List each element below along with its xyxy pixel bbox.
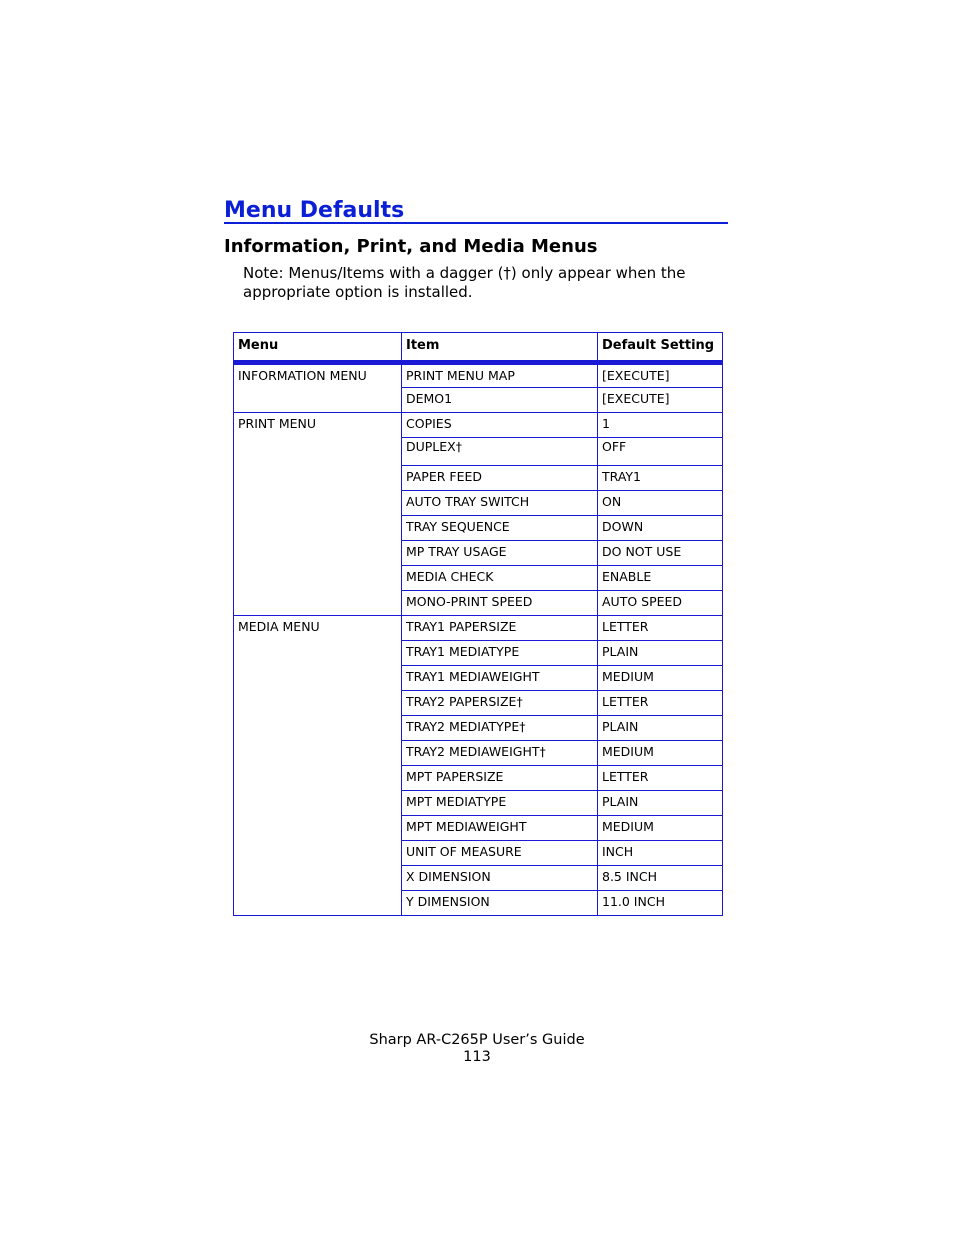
item-cell: TRAY1 MEDIATYPE [402,641,598,666]
default-setting-cell: MEDIUM [598,816,723,841]
default-setting-cell: PLAIN [598,641,723,666]
menu-cell: MEDIA MENU [234,616,402,916]
item-cell: MP TRAY USAGE [402,541,598,566]
item-cell: MPT MEDIATYPE [402,791,598,816]
item-cell: DUPLEX† [402,438,598,466]
menu-cell: PRINT MENU [234,413,402,616]
item-cell: MEDIA CHECK [402,566,598,591]
item-cell: TRAY SEQUENCE [402,516,598,541]
default-setting-cell: INCH [598,841,723,866]
item-cell: TRAY1 PAPERSIZE [402,616,598,641]
default-setting-cell: DO NOT USE [598,541,723,566]
item-cell: PRINT MENU MAP [402,363,598,388]
page-title: Menu Defaults [224,196,728,224]
table-header-row [234,333,723,363]
menu-defaults-table [233,332,723,916]
default-setting-cell: 1 [598,413,723,438]
item-cell: MPT PAPERSIZE [402,766,598,791]
guide-title: Sharp AR-C265P User’s Guide [369,1032,585,1048]
default-setting-cell: ON [598,491,723,516]
default-setting-cell: DOWN [598,516,723,541]
item-cell: UNIT OF MEASURE [402,841,598,866]
item-cell: TRAY2 PAPERSIZE† [402,691,598,716]
dagger-note: Note: Menus/Items with a dagger (†) only appear when the appropriate option is installed. [243,264,686,301]
item-cell: TRAY2 MEDIATYPE† [402,716,598,741]
default-setting-cell: OFF [598,438,723,466]
section-subtitle: Information, Print, and Media Menus [224,236,598,257]
item-cell: Y DIMENSION [402,891,598,916]
default-setting-cell: AUTO SPEED [598,591,723,616]
default-setting-cell: PLAIN [598,791,723,816]
default-setting-cell: LETTER [598,691,723,716]
item-cell: X DIMENSION [402,866,598,891]
item-cell: PAPER FEED [402,466,598,491]
item-cell: AUTO TRAY SWITCH [402,491,598,516]
default-setting-cell: LETTER [598,616,723,641]
item-cell: MPT MEDIAWEIGHT [402,816,598,841]
default-setting-cell: MEDIUM [598,666,723,691]
item-cell: TRAY2 MEDIAWEIGHT† [402,741,598,766]
table-row [234,413,723,438]
header-item: Item [402,333,598,363]
header-default-setting: Default Setting [598,333,723,363]
default-setting-cell: MEDIUM [598,741,723,766]
page-footer [0,1032,954,1066]
default-setting-cell: PLAIN [598,716,723,741]
default-setting-cell: [EXECUTE] [598,388,723,413]
default-setting-cell: ENABLE [598,566,723,591]
table-row [234,616,723,641]
page-number: 113 [463,1049,491,1065]
item-cell: TRAY1 MEDIAWEIGHT [402,666,598,691]
default-setting-cell: LETTER [598,766,723,791]
item-cell: MONO-PRINT SPEED [402,591,598,616]
table-row [234,363,723,388]
menu-cell: INFORMATION MENU [234,363,402,413]
table-body [234,363,723,916]
item-cell: DEMO1 [402,388,598,413]
default-setting-cell: 11.0 INCH [598,891,723,916]
default-setting-cell: TRAY1 [598,466,723,491]
default-setting-cell: 8.5 INCH [598,866,723,891]
default-setting-cell: [EXECUTE] [598,363,723,388]
item-cell: COPIES [402,413,598,438]
header-menu: Menu [234,333,402,363]
